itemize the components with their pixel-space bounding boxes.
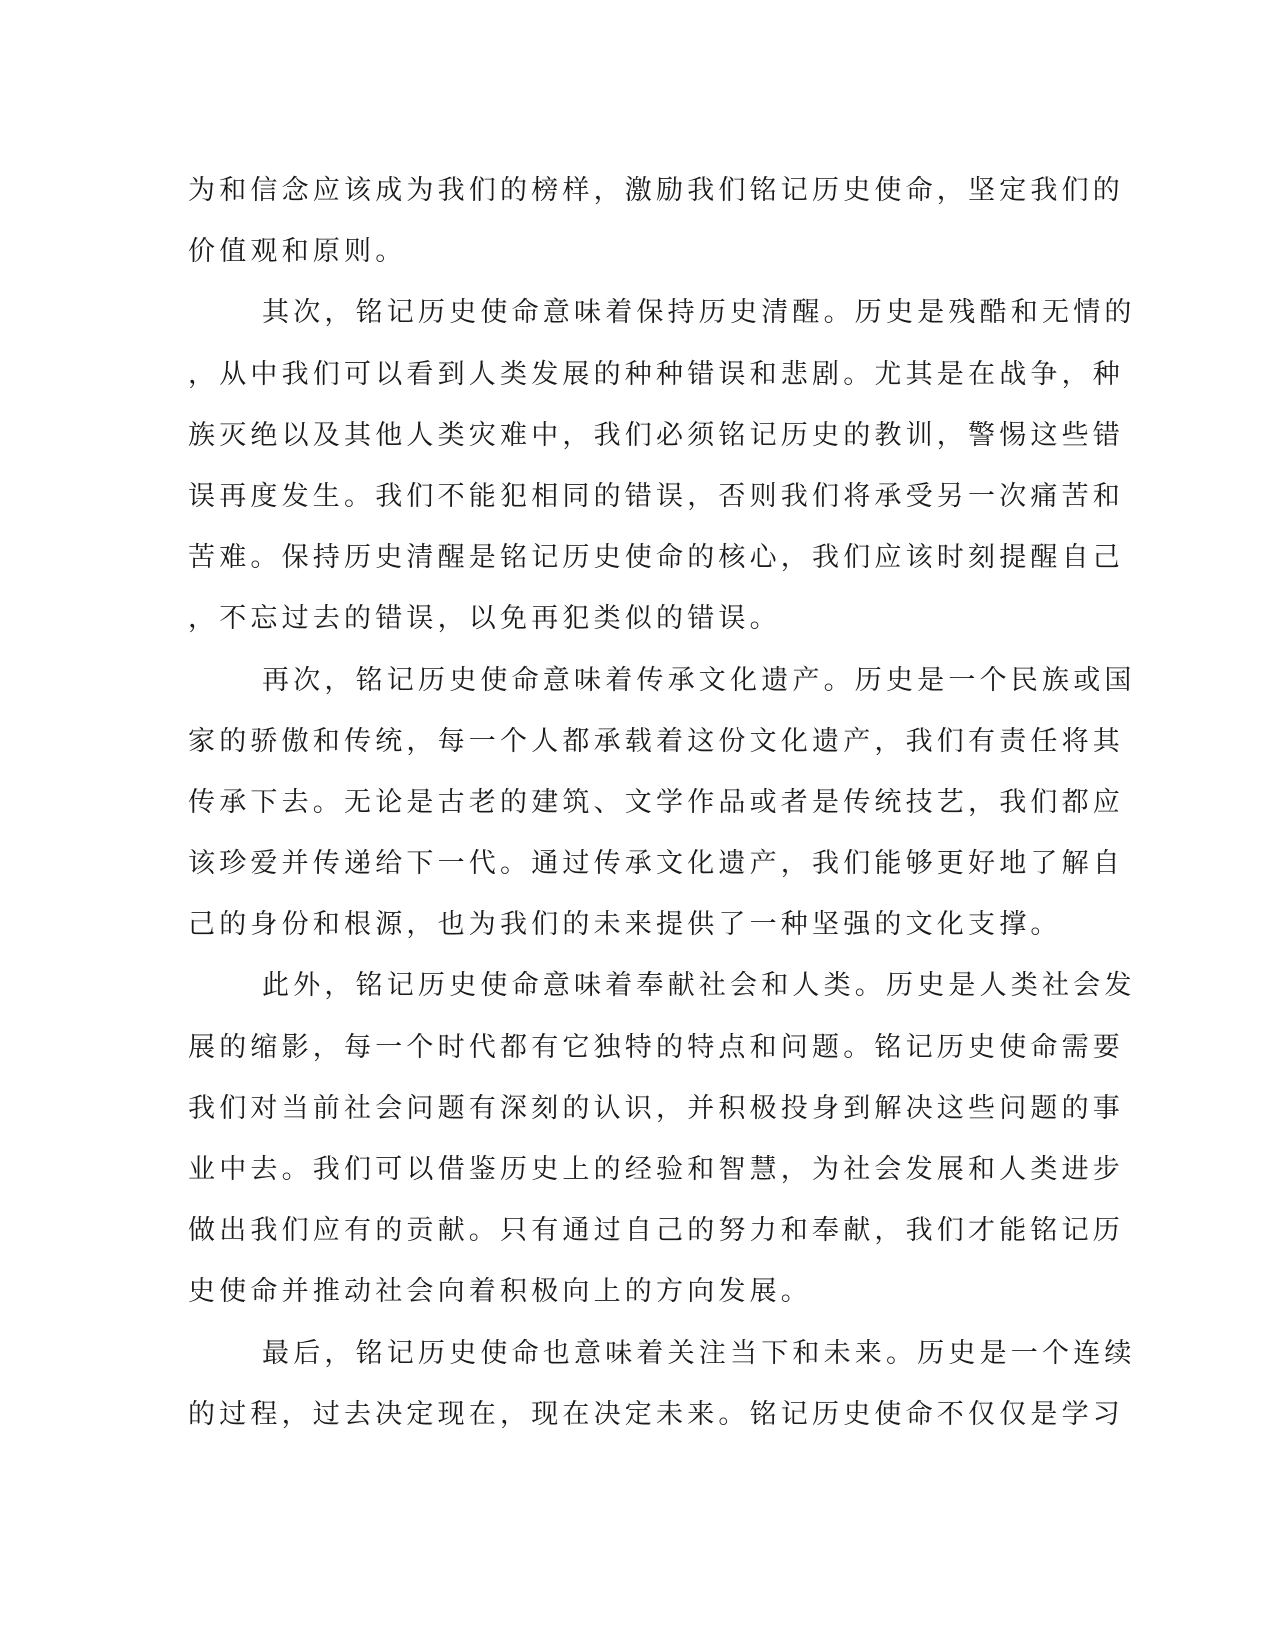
- text-line: 史使命并推动社会向着积极向上的方向发展。: [188, 1276, 812, 1308]
- paragraph-first-line: 其次，铭记历史使命意味着保持历史清醒。历史是残酷和无情的: [262, 297, 1136, 329]
- text-line: 家的骄傲和传统，每一个人都承载着这份文化遗产，我们有责任将其: [188, 725, 1124, 757]
- text-line: 业中去。我们可以借鉴历史上的经验和智慧，为社会发展和人类进步: [188, 1154, 1124, 1185]
- text-line: 展的缩影，每一个时代都有它独特的特点和问题。铭记历史使命需要: [188, 1031, 1124, 1063]
- text-line: 苦难。保持历史清醒是铭记历史使命的核心，我们应该时刻提醒自己: [188, 542, 1124, 574]
- paragraph-first-line: 再次，铭记历史使命意味着传承文化遗产。历史是一个民族或国: [262, 664, 1136, 696]
- paragraph-first-line: 最后，铭记历史使命也意味着关注当下和未来。历史是一个连续: [262, 1337, 1136, 1369]
- text-line: 该珍爱并传递给下一代。通过传承文化遗产，我们能够更好地了解自: [188, 848, 1124, 880]
- text-line: 误再度发生。我们不能犯相同的错误，否则我们将承受另一次痛苦和: [188, 480, 1124, 512]
- text-line: 族灭绝以及其他人类灾难中，我们必须铭记历史的教训，警惕这些错: [188, 419, 1124, 451]
- text-line: ，不忘过去的错误，以免再犯类似的错误。: [188, 603, 781, 635]
- text-line: ，从中我们可以看到人类发展的种种错误和悲剧。尤其是在战争，种: [188, 358, 1124, 390]
- body-text: [188, 160, 1136, 1445]
- text-line: 我们对当前社会问题有深刻的认识，并积极投身到解决这些问题的事: [188, 1092, 1124, 1124]
- paragraph-first-line: 此外，铭记历史使命意味着奉献社会和人类。历史是人类社会发: [262, 970, 1136, 1002]
- text-line: 己的身份和根源，也为我们的未来提供了一种坚强的文化支撑。: [188, 909, 1062, 941]
- text-line: 传承下去。无论是古老的建筑、文学作品或者是传统技艺，我们都应: [188, 786, 1124, 818]
- text-line: 为和信念应该成为我们的榜样，激励我们铭记历史使命，坚定我们的: [188, 175, 1124, 206]
- text-line: 价值观和原则。: [188, 236, 407, 268]
- text-line: 的过程，过去决定现在，现在决定未来。铭记历史使命不仅仅是学习: [188, 1398, 1124, 1430]
- text-line: 做出我们应有的贡献。只有通过自己的努力和奉献，我们才能铭记历: [188, 1215, 1124, 1247]
